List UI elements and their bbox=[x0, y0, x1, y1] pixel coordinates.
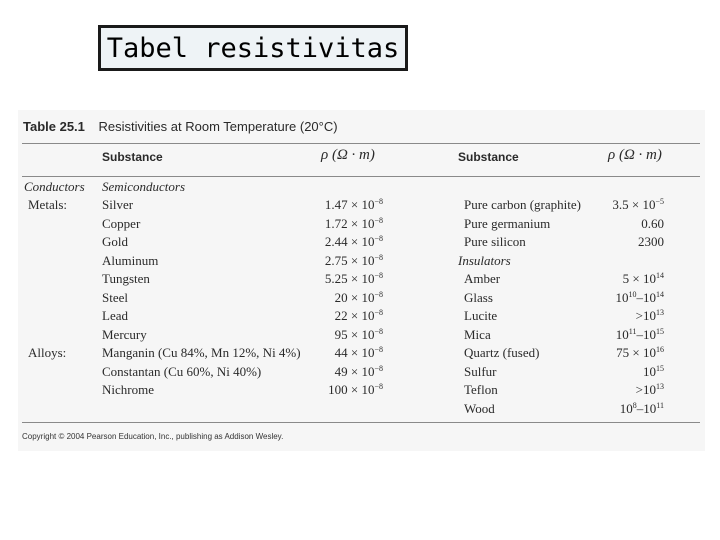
resistivity-value bbox=[335, 307, 383, 325]
substance-name: Mica bbox=[464, 326, 491, 342]
resistivity-value bbox=[328, 381, 383, 399]
value-exponent: −8 bbox=[374, 308, 383, 317]
value-mantissa: 3.5 × 10 bbox=[612, 197, 656, 212]
substance-name: Constantan (Cu 60%, Ni 40%) bbox=[102, 363, 262, 379]
substance-name: Copper bbox=[102, 215, 141, 231]
value-mantissa: 10 bbox=[643, 363, 656, 379]
value-exponent: −8 bbox=[374, 363, 383, 373]
table-bottom-rule bbox=[22, 422, 700, 423]
resistivity-value bbox=[325, 252, 383, 270]
substance-name: Glass bbox=[464, 289, 493, 305]
value-exponent: −5 bbox=[655, 197, 664, 206]
substance-name: Amber bbox=[464, 271, 501, 286]
substance-name: Steel bbox=[102, 289, 128, 305]
value-mantissa: 44 × 10 bbox=[334, 345, 375, 360]
resistivity-value bbox=[335, 289, 383, 307]
value-mantissa: 10 bbox=[619, 400, 633, 416]
value-mantissa: 10 bbox=[615, 289, 629, 305]
substance-name: Pure silicon bbox=[464, 234, 526, 249]
value-exponent: −8 bbox=[374, 271, 383, 280]
copyright-notice: Copyright © 2004 Pearson Education, Inc., publishing as Addison Wesley. bbox=[22, 432, 284, 441]
value-exponent: −8 bbox=[374, 326, 383, 336]
value-mantissa: 5 × 10 bbox=[622, 271, 656, 286]
value-exponent: −8 bbox=[374, 289, 383, 299]
value-exponent: −8 bbox=[374, 215, 383, 225]
substance-name: Silver bbox=[102, 197, 134, 212]
substance-name: Tungsten bbox=[102, 271, 150, 286]
value-mantissa: 2.44 × 10 bbox=[324, 234, 375, 249]
resistivity-value bbox=[325, 215, 383, 233]
resistivity-value bbox=[643, 363, 664, 381]
value-exponent: 15 bbox=[656, 326, 664, 336]
substance-name: Mercury bbox=[102, 326, 147, 342]
value-mantissa: 100 × 10 bbox=[328, 382, 375, 397]
value-mantissa: 1.72 × 10 bbox=[324, 215, 375, 231]
resistivity-value bbox=[616, 289, 665, 307]
resistivity-value bbox=[616, 344, 664, 362]
value-mantissa: 2300 bbox=[638, 234, 664, 249]
group-metals: Metals: bbox=[28, 197, 67, 212]
table-caption-text: Resistivities at Room Temperature (20°C) bbox=[98, 119, 338, 134]
resistivity-value bbox=[325, 270, 383, 288]
resistivity-value bbox=[636, 307, 664, 325]
value-mantissa: 2.75 × 10 bbox=[324, 252, 375, 268]
header-rho-right: ρ (Ω · m) bbox=[608, 147, 662, 163]
resistivity-value bbox=[335, 363, 383, 381]
value-mantissa: 49 × 10 bbox=[334, 363, 375, 379]
value-mantissa: 75 × 10 bbox=[616, 345, 656, 360]
value-exponent: −8 bbox=[374, 252, 383, 262]
substance-name: Nichrome bbox=[102, 382, 154, 397]
value-exponent: −8 bbox=[374, 382, 383, 391]
value-exponent: 14 bbox=[656, 289, 664, 299]
group-conductors: Conductors bbox=[24, 179, 85, 194]
resistivity-value bbox=[638, 233, 664, 251]
substance-name: Sulfur bbox=[464, 363, 497, 379]
slide-title bbox=[98, 25, 408, 71]
value-exponent: 10 bbox=[628, 289, 637, 299]
resistivity-value bbox=[335, 326, 383, 344]
value-mantissa: –10 bbox=[636, 289, 656, 305]
substance-name: Lucite bbox=[464, 308, 498, 323]
table-top-rule bbox=[22, 143, 700, 144]
value-exponent: 15 bbox=[656, 363, 664, 373]
value-mantissa: 20 × 10 bbox=[334, 289, 375, 305]
table-caption bbox=[23, 119, 338, 134]
resistivity-value bbox=[325, 196, 383, 214]
group-semiconductors: Semiconductors bbox=[102, 179, 186, 194]
value-mantissa: –10 bbox=[636, 326, 656, 342]
header-substance-right: Substance bbox=[458, 150, 519, 164]
group-insulators: Insulators bbox=[458, 253, 511, 268]
substance-name: Quartz (fused) bbox=[464, 345, 540, 360]
value-mantissa: 1.47 × 10 bbox=[324, 197, 375, 212]
resistivity-value bbox=[335, 344, 383, 362]
resistivity-value bbox=[623, 270, 664, 288]
resistivity-value bbox=[620, 400, 664, 418]
table-header-rule bbox=[22, 176, 700, 177]
slide-title-text: Tabel resistivitas bbox=[106, 32, 400, 64]
group-alloys: Alloys: bbox=[28, 345, 67, 360]
resistivity-value bbox=[612, 196, 664, 214]
value-mantissa: >10 bbox=[635, 308, 656, 323]
value-exponent: −8 bbox=[374, 234, 383, 243]
substance-name: Manganin (Cu 84%, Mn 12%, Ni 4%) bbox=[102, 345, 301, 360]
substance-name: Pure carbon (graphite) bbox=[464, 197, 581, 212]
resistivity-value bbox=[616, 326, 664, 344]
value-mantissa: 95 × 10 bbox=[334, 326, 375, 342]
value-exponent: 13 bbox=[656, 308, 664, 317]
value-exponent: 11 bbox=[656, 400, 664, 410]
value-exponent: −8 bbox=[374, 197, 383, 206]
value-exponent: 16 bbox=[656, 345, 664, 354]
value-exponent: 13 bbox=[656, 382, 664, 391]
value-mantissa: –10 bbox=[636, 400, 657, 416]
value-mantissa: 22 × 10 bbox=[334, 308, 375, 323]
resistivity-table bbox=[18, 110, 705, 451]
substance-name: Teflon bbox=[464, 382, 498, 397]
substance-name: Lead bbox=[102, 308, 128, 323]
substance-name: Gold bbox=[102, 234, 128, 249]
value-exponent: 14 bbox=[656, 271, 664, 280]
value-mantissa: 10 bbox=[615, 326, 629, 342]
value-exponent: 8 bbox=[632, 400, 637, 410]
substance-name: Wood bbox=[464, 400, 495, 416]
resistivity-value bbox=[325, 233, 383, 251]
substance-name: Aluminum bbox=[102, 252, 159, 268]
value-exponent: −8 bbox=[374, 345, 383, 354]
resistivity-value bbox=[636, 381, 664, 399]
header-rho-left: ρ (Ω · m) bbox=[321, 147, 375, 163]
value-exponent: 11 bbox=[628, 326, 637, 336]
value-mantissa: 5.25 × 10 bbox=[324, 271, 375, 286]
value-mantissa: 0.60 bbox=[641, 215, 664, 231]
resistivity-value bbox=[641, 215, 664, 233]
value-mantissa: >10 bbox=[635, 382, 656, 397]
table-number: Table 25.1 bbox=[23, 119, 85, 134]
header-substance-left: Substance bbox=[102, 150, 163, 164]
substance-name: Pure germanium bbox=[464, 215, 551, 231]
